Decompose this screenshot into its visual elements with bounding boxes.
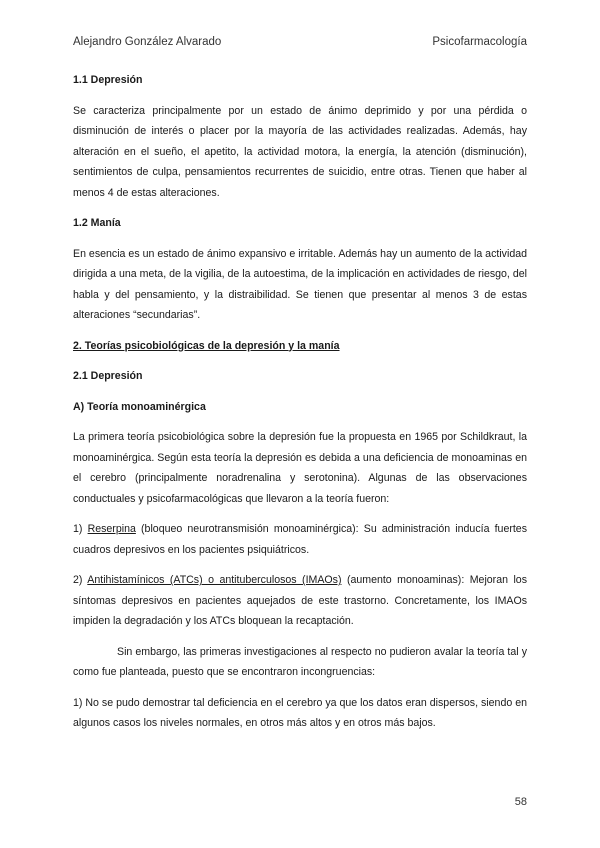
observation-2 (73, 570, 527, 632)
paragraph-sin-embargo: Sin embargo, las primeras investigaciones al respecto no pudieron avalar la teoría tal y como fue planteada, puesto que se encontraron incongruencias: (73, 645, 527, 678)
page-number: 58 (514, 796, 527, 808)
paragraph-depresion: Se caracteriza principalmente por un estado de ánimo deprimido y por una pérdida o disminución de interés o placer por la mayoría de las actividades realizadas. Además, hay alteración en el sueño, el apetito, la actividad motora, la energía, la atención (disminución), sentimientos de culpa, pensamientos recurrentes de suicidio, entre otras. Tienen que haber al menos 4 de estas alteraciones. (73, 104, 527, 199)
observation-1-number: 1) (73, 523, 83, 535)
subsection-heading-monoaminergica: A) Teoría monoaminérgica (73, 400, 206, 413)
observation-1 (73, 519, 527, 560)
observation-1-text: (bloqueo neurotransmisión monoaminérgica): Su administración inducía fuertes cuadros depresivos en los pacientes psiquiátricos. (73, 523, 527, 556)
section-heading-teorias: 2. Teorías psicobiológicas de la depresión y la manía (73, 339, 340, 352)
observation-2-term: Antihistamínicos (ATCs) o antituberculosos (IMAOs) (87, 574, 342, 586)
observation-2-number: 2) (73, 574, 83, 586)
header-author: Alejandro González Alvarado (73, 36, 222, 48)
paragraph-monoaminergica: La primera teoría psicobiológica sobre la depresión fue la propuesta en 1965 por Schildkraut, la monoaminérgica. Según esta teoría la depresión es debida a una deficiencia de monoaminas en el cerebro (principalmente noradrenalina y serotonina). Algunas de las observaciones conductuales y psicofarmacológicas que llevaron a la teoría fueron: (73, 431, 527, 505)
header-subject: Psicofarmacología (432, 36, 527, 48)
page-content (73, 70, 527, 744)
observation-1-term: Reserpina (87, 523, 136, 535)
section-heading-depresion: 1.1 Depresión (73, 74, 143, 86)
incongruence-1: 1) No se pudo demostrar tal deficiencia en el cerebro ya que los datos eran dispersos, siendo en algunos casos los niveles normales, en otros más altos y en otros más bajos. (73, 696, 527, 729)
subsection-heading-depresion: 2.1 Depresión (73, 370, 143, 382)
paragraph-mania: En esencia es un estado de ánimo expansivo e irritable. Además hay un aumento de la actividad dirigida a una meta, de la vigilia, de la autoestima, de la implicación en actividades de riesgo, del habla y del pensamiento, y la distraibilidad. Se tienen que presentar al menos 3 de estas alteraciones “secundarias”. (73, 247, 527, 321)
page-header (73, 36, 527, 52)
section-heading-mania: 1.2 Manía (73, 217, 121, 229)
observation-2-text: (aumento monoaminas): Mejoran los síntomas depresivos en pacientes aquejados de este trastorno. Concretamente, los IMAOs impiden la degradación y los ATCs bloquean la recaptación. (73, 574, 527, 627)
